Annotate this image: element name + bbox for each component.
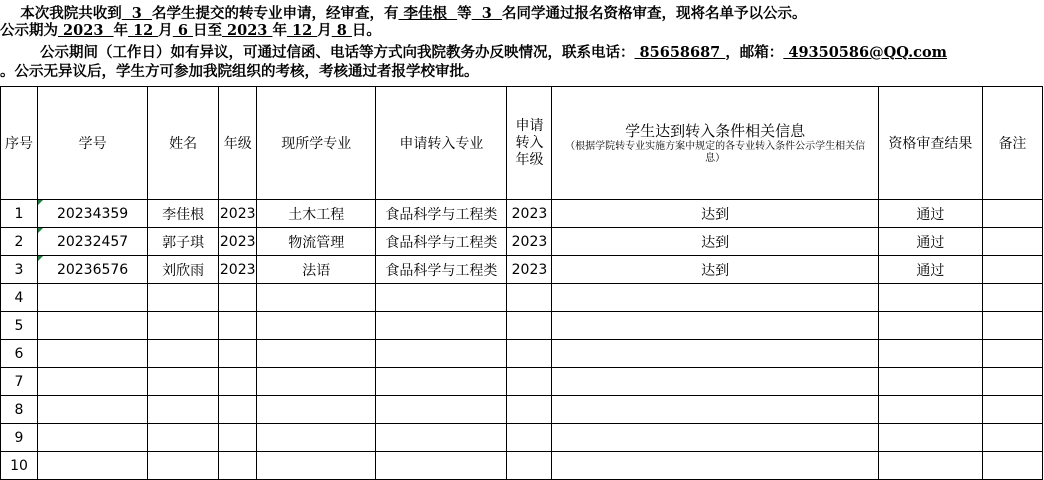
table-row xyxy=(1,200,1043,228)
cell-condition[interactable] xyxy=(552,424,878,452)
cell-condition[interactable] xyxy=(552,340,878,368)
cell-target-major[interactable]: 食品科学与工程类 xyxy=(376,200,507,228)
cell-target-major[interactable]: 食品科学与工程类 xyxy=(376,256,507,284)
cell-review[interactable] xyxy=(878,284,982,312)
header-grade[interactable]: 年级 xyxy=(219,87,257,200)
cell-student-id[interactable] xyxy=(38,228,148,256)
header-condition-info[interactable] xyxy=(552,87,878,200)
header-apply-grade[interactable] xyxy=(507,87,552,200)
cell-student-id[interactable] xyxy=(38,284,148,312)
cell-student-id[interactable] xyxy=(38,424,148,452)
header-student-id[interactable]: 学号 xyxy=(38,87,148,200)
cell-condition[interactable] xyxy=(552,396,878,424)
notice-text-part: 月 xyxy=(317,22,332,39)
cell-marker xyxy=(38,256,43,261)
notice-text xyxy=(0,0,1044,86)
header-target-major[interactable]: 申请转入专业 xyxy=(376,87,507,200)
cell-apply-grade[interactable]: 2023 xyxy=(507,200,552,228)
table-row xyxy=(1,312,1043,340)
contact-email: 49350586@QQ.com xyxy=(783,44,948,61)
cell-name[interactable] xyxy=(148,424,219,452)
cell-condition[interactable]: 达到 xyxy=(552,228,878,256)
first-student-name: 李佳根 xyxy=(398,5,458,22)
indent xyxy=(0,5,20,22)
cell-remark[interactable] xyxy=(982,256,1042,284)
cell-grade[interactable]: 2023 xyxy=(219,228,257,256)
cell-student-id[interactable] xyxy=(38,396,148,424)
end-year: 2023 xyxy=(221,22,273,39)
header-seq[interactable]: 序号 xyxy=(1,87,38,200)
cell-apply-grade[interactable]: 2023 xyxy=(507,256,552,284)
cell-current-major[interactable] xyxy=(257,340,376,368)
cell-seq[interactable]: 5 xyxy=(1,312,38,340)
start-day: 6 xyxy=(172,22,193,39)
table-row xyxy=(1,340,1043,368)
cell-target-major[interactable] xyxy=(376,284,507,312)
cell-review[interactable]: 通过 xyxy=(878,228,982,256)
notice-text-part: 等 xyxy=(457,5,472,22)
cell-remark[interactable] xyxy=(982,396,1042,424)
cell-student-id[interactable] xyxy=(38,340,148,368)
end-month: 12 xyxy=(286,22,318,39)
cell-seq[interactable]: 6 xyxy=(1,340,38,368)
cell-seq[interactable]: 3 xyxy=(1,256,38,284)
cell-seq[interactable]: 7 xyxy=(1,368,38,396)
cell-name[interactable] xyxy=(148,284,219,312)
header-condition-subtitle: （根据学院转专业实施方案中规定的各专业转入条件公示学生相关信息） xyxy=(565,140,866,164)
cell-student-id[interactable] xyxy=(38,312,148,340)
cell-target-major[interactable] xyxy=(376,340,507,368)
cell-name[interactable] xyxy=(148,368,219,396)
notice-line-3 xyxy=(40,45,947,61)
notice-line-1 xyxy=(0,6,806,22)
cell-name[interactable]: 郭子琪 xyxy=(148,228,219,256)
cell-apply-grade[interactable] xyxy=(507,312,552,340)
cell-grade[interactable] xyxy=(219,452,257,480)
notice-line-2 xyxy=(0,23,381,39)
cell-condition[interactable] xyxy=(552,368,878,396)
header-condition-title: 学生达到转入条件相关信息 xyxy=(625,121,806,140)
cell-grade[interactable] xyxy=(219,284,257,312)
cell-name[interactable]: 刘欣雨 xyxy=(148,256,219,284)
cell-review[interactable] xyxy=(878,452,982,480)
cell-remark[interactable] xyxy=(982,340,1042,368)
cell-remark[interactable] xyxy=(982,368,1042,396)
notice-text-part: 月 xyxy=(158,22,173,39)
cell-student-id[interactable] xyxy=(38,200,148,228)
cell-current-major[interactable] xyxy=(257,452,376,480)
notice-text-part: 本次我院共收到 xyxy=(20,5,122,22)
cell-student-id[interactable] xyxy=(38,452,148,480)
table-row xyxy=(1,368,1043,396)
table-row xyxy=(1,284,1043,312)
notice-text-part: 名学生提交的转专业申请，经审查，有 xyxy=(152,5,399,22)
cell-student-id-text: 20236576 xyxy=(56,261,129,278)
cell-seq[interactable]: 9 xyxy=(1,424,38,452)
cell-seq[interactable]: 4 xyxy=(1,284,38,312)
cell-grade[interactable] xyxy=(219,424,257,452)
cell-current-major[interactable] xyxy=(257,396,376,424)
cell-review[interactable] xyxy=(878,340,982,368)
end-day: 8 xyxy=(331,22,352,39)
cell-current-major[interactable]: 物流管理 xyxy=(257,228,376,256)
cell-grade[interactable] xyxy=(219,340,257,368)
cell-name[interactable] xyxy=(148,340,219,368)
header-name[interactable]: 姓名 xyxy=(148,87,219,200)
cell-remark[interactable] xyxy=(982,452,1042,480)
cell-apply-grade[interactable] xyxy=(507,452,552,480)
cell-current-major[interactable] xyxy=(257,368,376,396)
header-review-result[interactable]: 资格审查结果 xyxy=(878,87,982,200)
cell-apply-grade[interactable]: 2023 xyxy=(507,228,552,256)
table-row xyxy=(1,256,1043,284)
notice-text-part: ，邮箱： xyxy=(725,44,784,61)
cell-grade[interactable]: 2023 xyxy=(219,256,257,284)
notice-text-part: 公示期间（工作日）如有异议，可通过信函、电话等方式向我院教务办反映情况，联系电话： xyxy=(40,44,635,61)
cell-target-major[interactable] xyxy=(376,424,507,452)
table-row xyxy=(1,396,1043,424)
cell-name[interactable]: 李佳根 xyxy=(148,200,219,228)
start-month: 12 xyxy=(128,22,159,39)
cell-review[interactable] xyxy=(878,368,982,396)
cell-grade[interactable] xyxy=(219,396,257,424)
header-apply-grade-text: 申请转入年级 xyxy=(515,117,544,168)
cell-review[interactable] xyxy=(878,312,982,340)
table-row xyxy=(1,424,1043,452)
cell-marker xyxy=(38,228,43,233)
cell-remark[interactable] xyxy=(982,424,1042,452)
header-row xyxy=(1,87,1043,200)
cell-grade[interactable] xyxy=(219,368,257,396)
received-count: 3 xyxy=(121,5,152,22)
cell-seq[interactable]: 10 xyxy=(1,452,38,480)
cell-name[interactable] xyxy=(148,396,219,424)
cell-apply-grade[interactable] xyxy=(507,368,552,396)
table-row xyxy=(1,228,1043,256)
cell-target-major[interactable] xyxy=(376,368,507,396)
cell-marker xyxy=(38,200,43,205)
notice-text-part: 日。 xyxy=(351,22,381,39)
cell-condition[interactable] xyxy=(552,312,878,340)
notice-text-part: 年 xyxy=(272,22,287,39)
notice-text-part: 年 xyxy=(113,22,129,39)
cell-current-major[interactable] xyxy=(257,424,376,452)
cell-remark[interactable] xyxy=(982,284,1042,312)
notice-text-part: 日至 xyxy=(192,22,222,39)
cell-current-major[interactable]: 法语 xyxy=(257,256,376,284)
transfer-list-table xyxy=(0,86,1043,480)
cell-remark[interactable] xyxy=(982,200,1042,228)
cell-target-major[interactable] xyxy=(376,452,507,480)
cell-student-id-text: 20232457 xyxy=(56,233,129,250)
cell-apply-grade[interactable] xyxy=(507,284,552,312)
cell-apply-grade[interactable] xyxy=(507,424,552,452)
cell-apply-grade[interactable] xyxy=(507,340,552,368)
passed-count: 3 xyxy=(471,5,502,22)
cell-condition[interactable] xyxy=(552,452,878,480)
cell-condition[interactable] xyxy=(552,284,878,312)
cell-name[interactable] xyxy=(148,452,219,480)
cell-review[interactable] xyxy=(878,424,982,452)
cell-remark[interactable] xyxy=(982,312,1042,340)
cell-student-id[interactable] xyxy=(38,256,148,284)
cell-seq[interactable]: 8 xyxy=(1,396,38,424)
cell-current-major[interactable] xyxy=(257,312,376,340)
header-current-major[interactable]: 现所学专业 xyxy=(257,87,376,200)
cell-student-id[interactable] xyxy=(38,368,148,396)
cell-condition[interactable]: 达到 xyxy=(552,256,878,284)
cell-target-major[interactable] xyxy=(376,396,507,424)
cell-review[interactable] xyxy=(878,396,982,424)
cell-target-major[interactable] xyxy=(376,312,507,340)
header-remark[interactable]: 备注 xyxy=(982,87,1042,200)
cell-seq[interactable]: 1 xyxy=(1,200,38,228)
cell-remark[interactable] xyxy=(982,228,1042,256)
notice-line-4: 。公示无异议后，学生方可参加我院组织的考核，考核通过者报学校审批。 xyxy=(0,63,479,80)
cell-condition[interactable]: 达到 xyxy=(552,200,878,228)
table-row xyxy=(1,452,1043,480)
cell-student-id-text: 20234359 xyxy=(56,205,129,222)
cell-name[interactable] xyxy=(148,312,219,340)
cell-target-major[interactable]: 食品科学与工程类 xyxy=(376,228,507,256)
contact-phone: 85658687 xyxy=(634,44,726,61)
cell-grade[interactable] xyxy=(219,312,257,340)
cell-current-major[interactable]: 土木工程 xyxy=(257,200,376,228)
cell-review[interactable]: 通过 xyxy=(878,200,982,228)
start-year: 2023 xyxy=(58,22,114,39)
notice-text-part: 名同学通过报名资格审查，现将名单予以公示。 xyxy=(501,5,807,22)
cell-grade[interactable]: 2023 xyxy=(219,200,257,228)
cell-seq[interactable]: 2 xyxy=(1,228,38,256)
cell-current-major[interactable] xyxy=(257,284,376,312)
notice-text-part: 公示期为 xyxy=(0,22,58,39)
cell-apply-grade[interactable] xyxy=(507,396,552,424)
cell-review[interactable]: 通过 xyxy=(878,256,982,284)
